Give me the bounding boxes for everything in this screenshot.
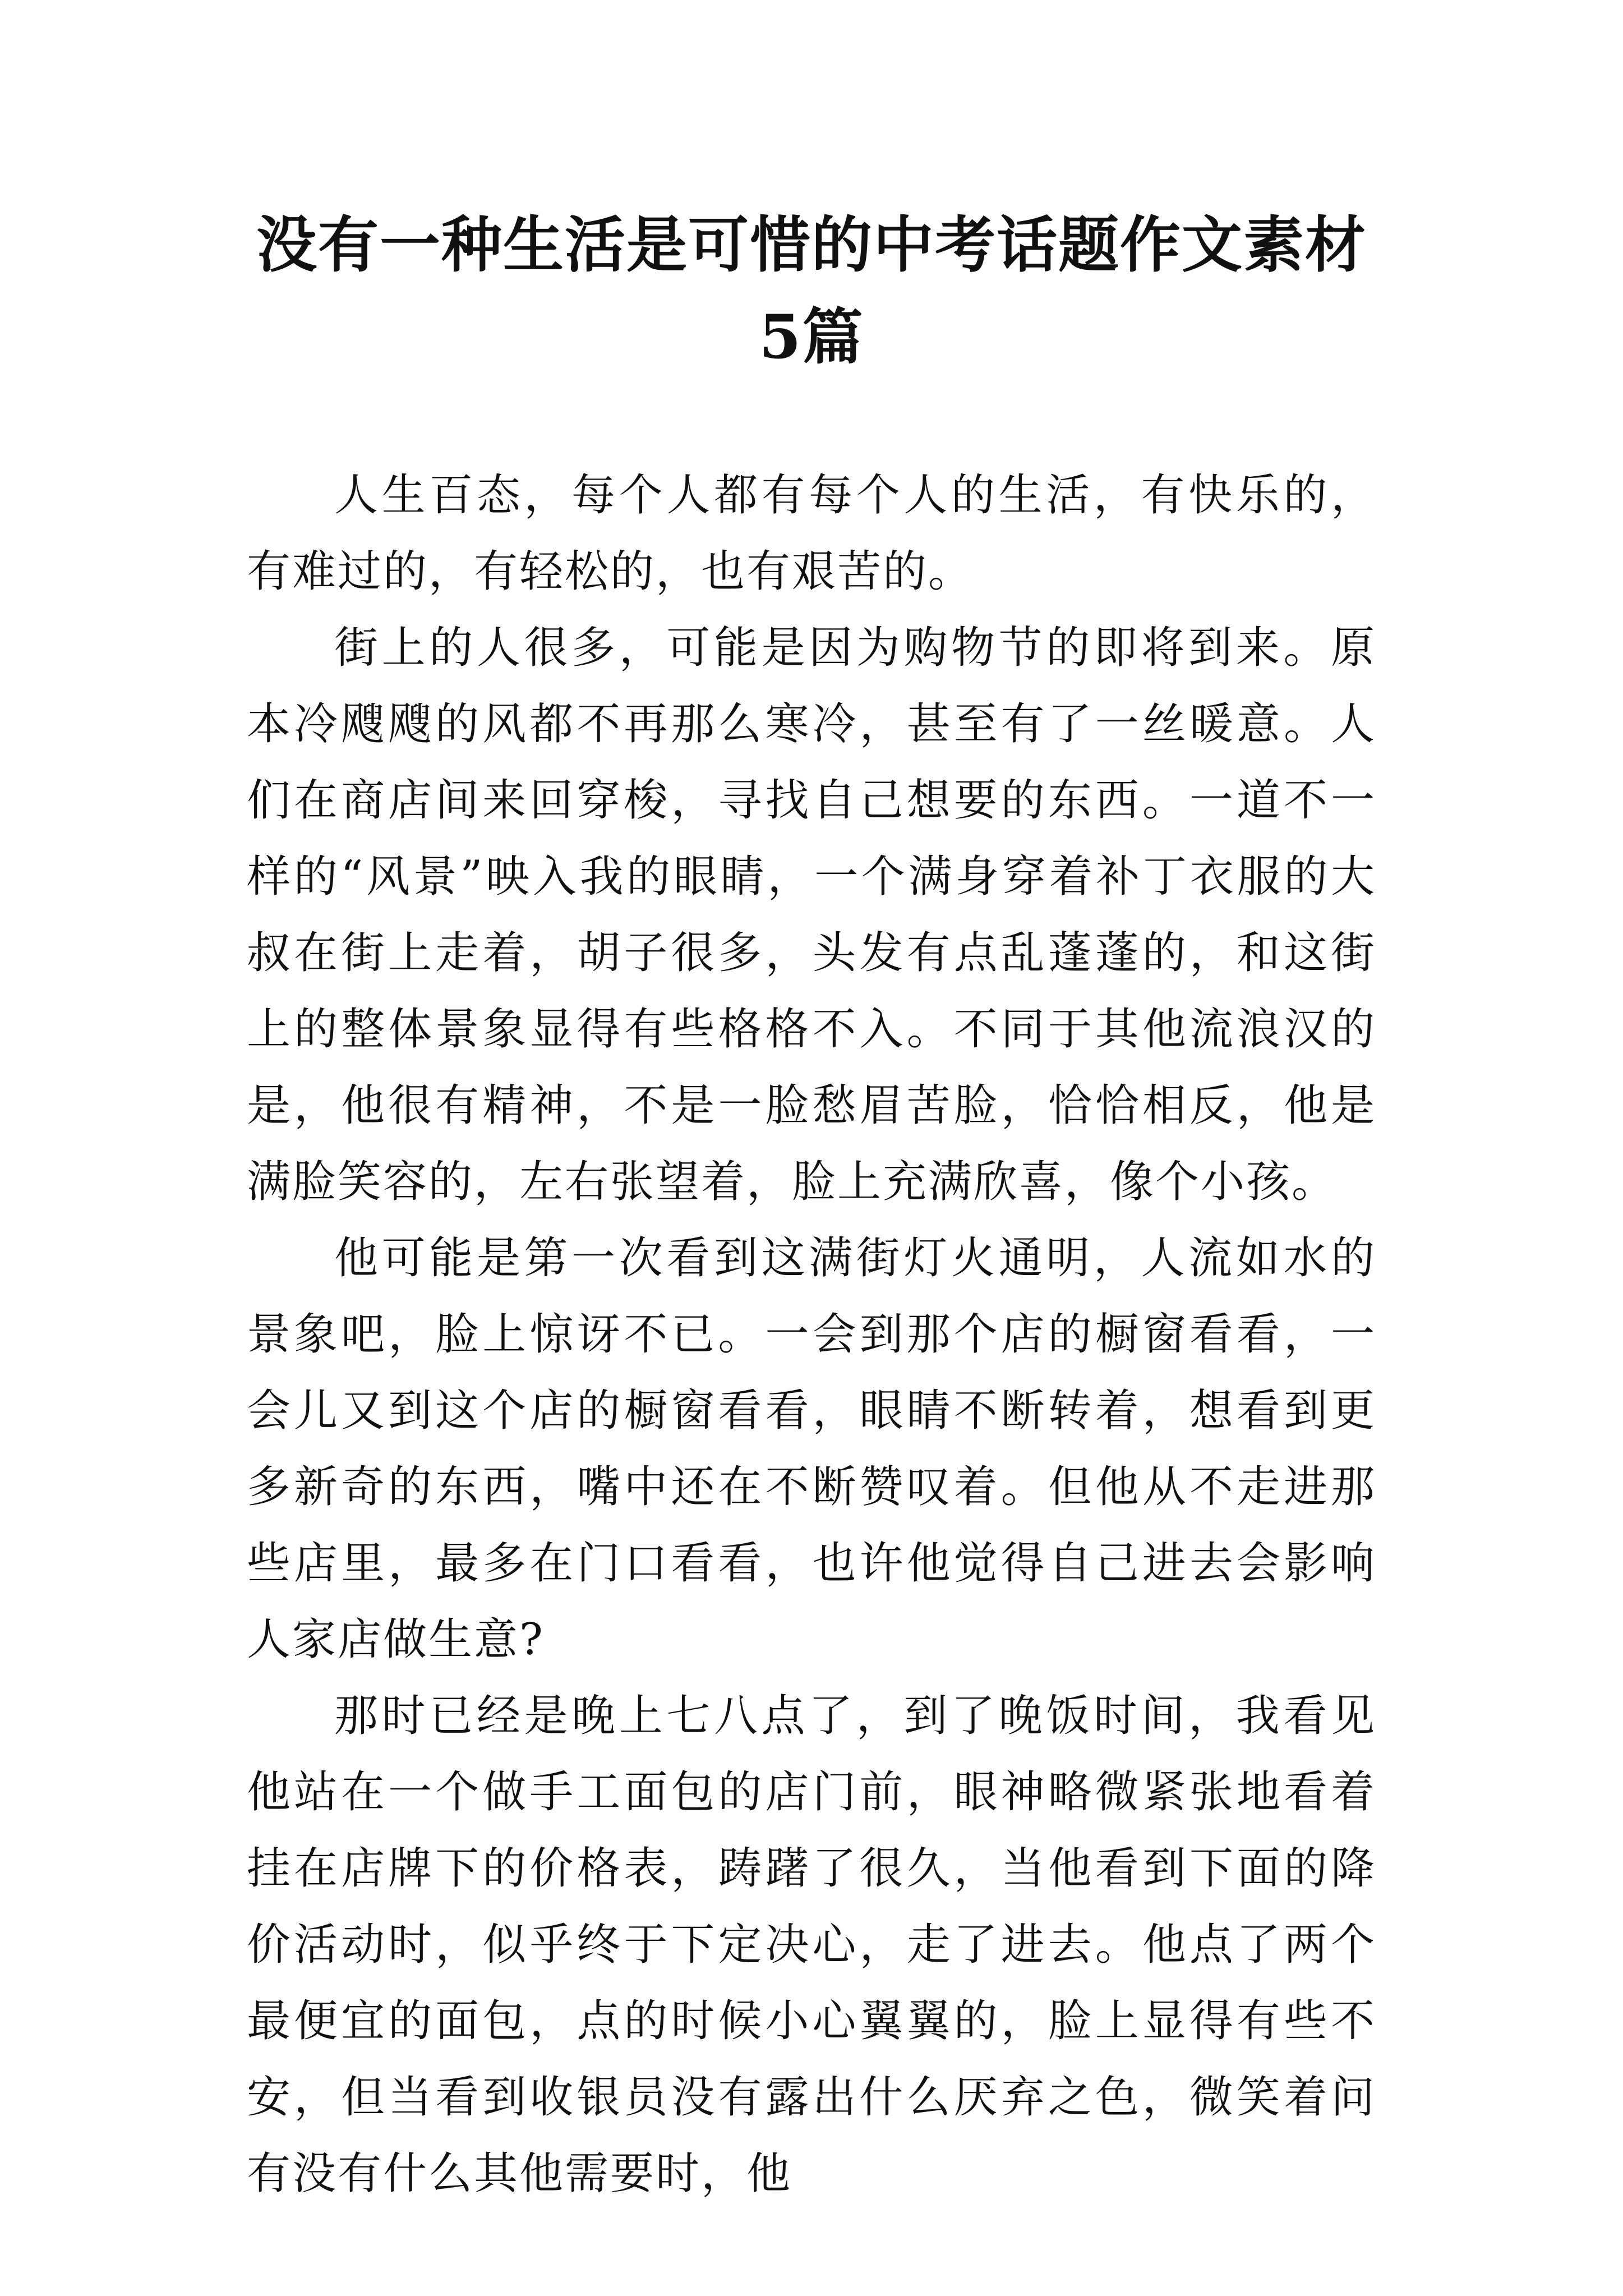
document-title <box>247 199 1376 383</box>
document-body <box>247 457 1376 2212</box>
title-line-1: 没有一种生活是可惜的中考话题作文素材 <box>256 210 1367 280</box>
paragraph-4: 那时已经是晚上七八点了，到了晚饭时间，我看见他站在一个做手工面包的店门前，眼神略微紧张地看着挂在店牌下的价格表，踌躇了很久，当他看到下面的降价活动时，似乎终于下定决心，走了进去。他点了两个最便宜的面包，点的时候小心翼翼的，脸上显得有些不安，但当看到收银员没有露出什么厌弃之色，微笑着问有没有什么其他需要时，他 <box>247 1691 1376 2199</box>
paragraph-2: 街上的人很多，可能是因为购物节的即将到来。原本冷飕飕的风都不再那么寒冷，甚至有了一丝暖意。人们在商店间来回穿梭，寻找自己想要的东西。一道不一样的“风景”映入我的眼睛，一个满身穿着补丁衣服的大叔在街上走着，胡子很多，头发有点乱蓬蓬的，和这街上的整体景象显得有些格格不入。不同于其他流浪汉的是，他很有精神，不是一脸愁眉苦脸，恰恰相反，他是满脸笑容的，左右张望着，脸上充满欣喜，像个小孩。 <box>247 623 1376 1207</box>
paragraph-1: 人生百态，每个人都有每个人的生活，有快乐的，有难过的，有轻松的，也有艰苦的。 <box>247 470 1376 597</box>
title-line-2: 5篇 <box>759 302 864 372</box>
paragraph-3: 他可能是第一次看到这满街灯火通明，人流如水的景象吧，脸上惊讶不已。一会到那个店的橱窗看看，一会儿又到这个店的橱窗看看，眼睛不断转着，想看到更多新奇的东西，嘴中还在不断赞叹着。但他从不走进那些店里，最多在门口看看，也许他觉得自己进去会影响人家店做生意? <box>247 1233 1376 1665</box>
